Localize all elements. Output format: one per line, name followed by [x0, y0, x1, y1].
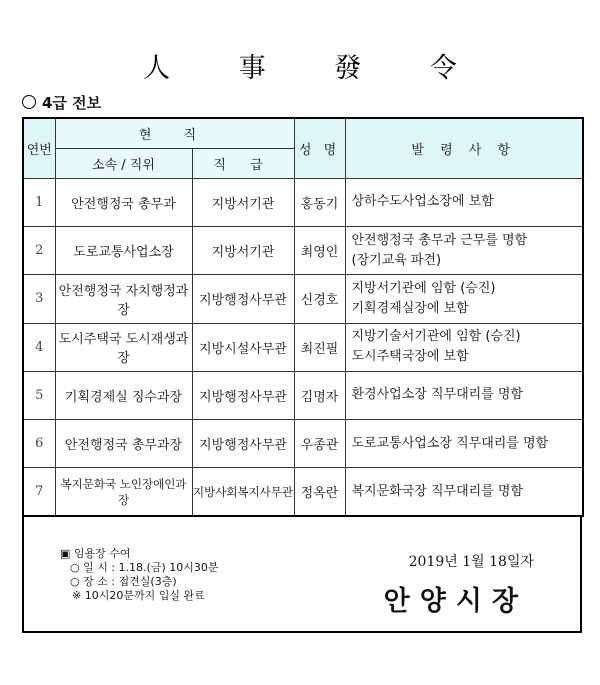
- row-grade: 지방행정사무관: [192, 419, 294, 467]
- row-grade: 지방서기관: [192, 178, 294, 226]
- table-row: [23, 323, 583, 371]
- row-dept: 기획경제실 징수과장: [55, 371, 192, 419]
- row-number: 3: [23, 275, 55, 323]
- row-name: 홍동기: [294, 178, 345, 226]
- row-number: 1: [23, 178, 55, 226]
- issuer-name: 안양시장: [383, 586, 528, 617]
- table-row: [23, 227, 583, 275]
- table-row: [23, 419, 583, 467]
- header-grade: 직 급: [192, 148, 294, 178]
- row-name: 최진필: [294, 323, 345, 371]
- row-order: [345, 275, 583, 323]
- personnel-table: [22, 117, 584, 517]
- order-line: 도시주택국장에 보함: [351, 349, 469, 365]
- order-line: 상하수도사업소장에 보함: [351, 194, 494, 210]
- section-heading: [22, 92, 101, 113]
- document-title: 人 事 發 令: [143, 53, 487, 84]
- row-grade: 지방사회복지사무관: [192, 468, 294, 516]
- row-dept: 안전행정국 총무과장: [55, 419, 192, 467]
- row-order: [345, 178, 583, 226]
- ceremony-date: ○ 일 시 : 1.18.(금) 10시30분: [70, 561, 219, 574]
- row-dept: 도시주택국 도시재생과장: [55, 323, 192, 371]
- row-dept: 안전행정국 총무과: [55, 178, 192, 226]
- row-dept: 안전행정국 자치행정과장: [55, 275, 192, 323]
- row-order: [345, 371, 583, 419]
- footer-box: [22, 517, 582, 633]
- order-line: 기획경제실장에 보함: [351, 300, 469, 316]
- row-number: 7: [23, 468, 55, 516]
- table-row: [23, 468, 583, 516]
- row-number: 2: [23, 227, 55, 275]
- order-line: 환경사업소장 직무대리를 명함: [351, 387, 524, 403]
- header-name: 성 명: [294, 118, 345, 178]
- row-grade: 지방행정사무관: [192, 371, 294, 419]
- ceremony-label: ▣ 임용장 수여: [60, 547, 131, 560]
- row-order: [345, 323, 583, 371]
- order-line: (장기교육 파견): [351, 252, 442, 268]
- row-name: 신경호: [294, 275, 345, 323]
- section-label: 4급 전보: [42, 94, 102, 112]
- row-order: [345, 419, 583, 467]
- table-row: [23, 371, 583, 419]
- order-line: 안전행정국 총무과 근무를 명함: [351, 232, 528, 248]
- row-grade: 지방행정사무관: [192, 275, 294, 323]
- row-name: 김명자: [294, 371, 345, 419]
- row-grade: 지방서기관: [192, 227, 294, 275]
- order-line: 복지문화국장 직무대리를 명함: [351, 483, 524, 499]
- table-row: [23, 275, 583, 323]
- row-number: 6: [23, 419, 55, 467]
- row-name: 우종관: [294, 419, 345, 467]
- order-line: 지방서기관에 임함 (승진): [351, 280, 496, 296]
- issue-date: 2019년 1월 18일자: [408, 554, 534, 570]
- table-row: [23, 178, 583, 226]
- row-dept: 복지문화국 노인장애인과장: [55, 468, 192, 516]
- header-dept: 소속 / 직위: [55, 148, 192, 178]
- row-number: 5: [23, 371, 55, 419]
- row-order: [345, 227, 583, 275]
- header-order: 발 령 사 항: [345, 118, 583, 178]
- ceremony-notes: [60, 547, 218, 603]
- row-grade: 지방시설사무관: [192, 323, 294, 371]
- order-line: 지방기술서기관에 임함 (승진): [351, 329, 521, 345]
- header-current: 현 직: [55, 118, 294, 148]
- ceremony-place: ○ 장 소 : 접견실(3층): [70, 575, 177, 588]
- header-serial: 연번: [23, 118, 55, 178]
- row-dept: 도로교통사업소장: [55, 227, 192, 275]
- row-number: 4: [23, 323, 55, 371]
- row-name: 최영인: [294, 227, 345, 275]
- row-name: 정옥란: [294, 468, 345, 516]
- ceremony-note: ※ 10시20분까지 입실 완료: [72, 589, 205, 602]
- order-line: 도로교통사업소장 직무대리를 명함: [351, 435, 549, 451]
- circle-bullet-icon: [22, 95, 36, 109]
- row-order: [345, 468, 583, 516]
